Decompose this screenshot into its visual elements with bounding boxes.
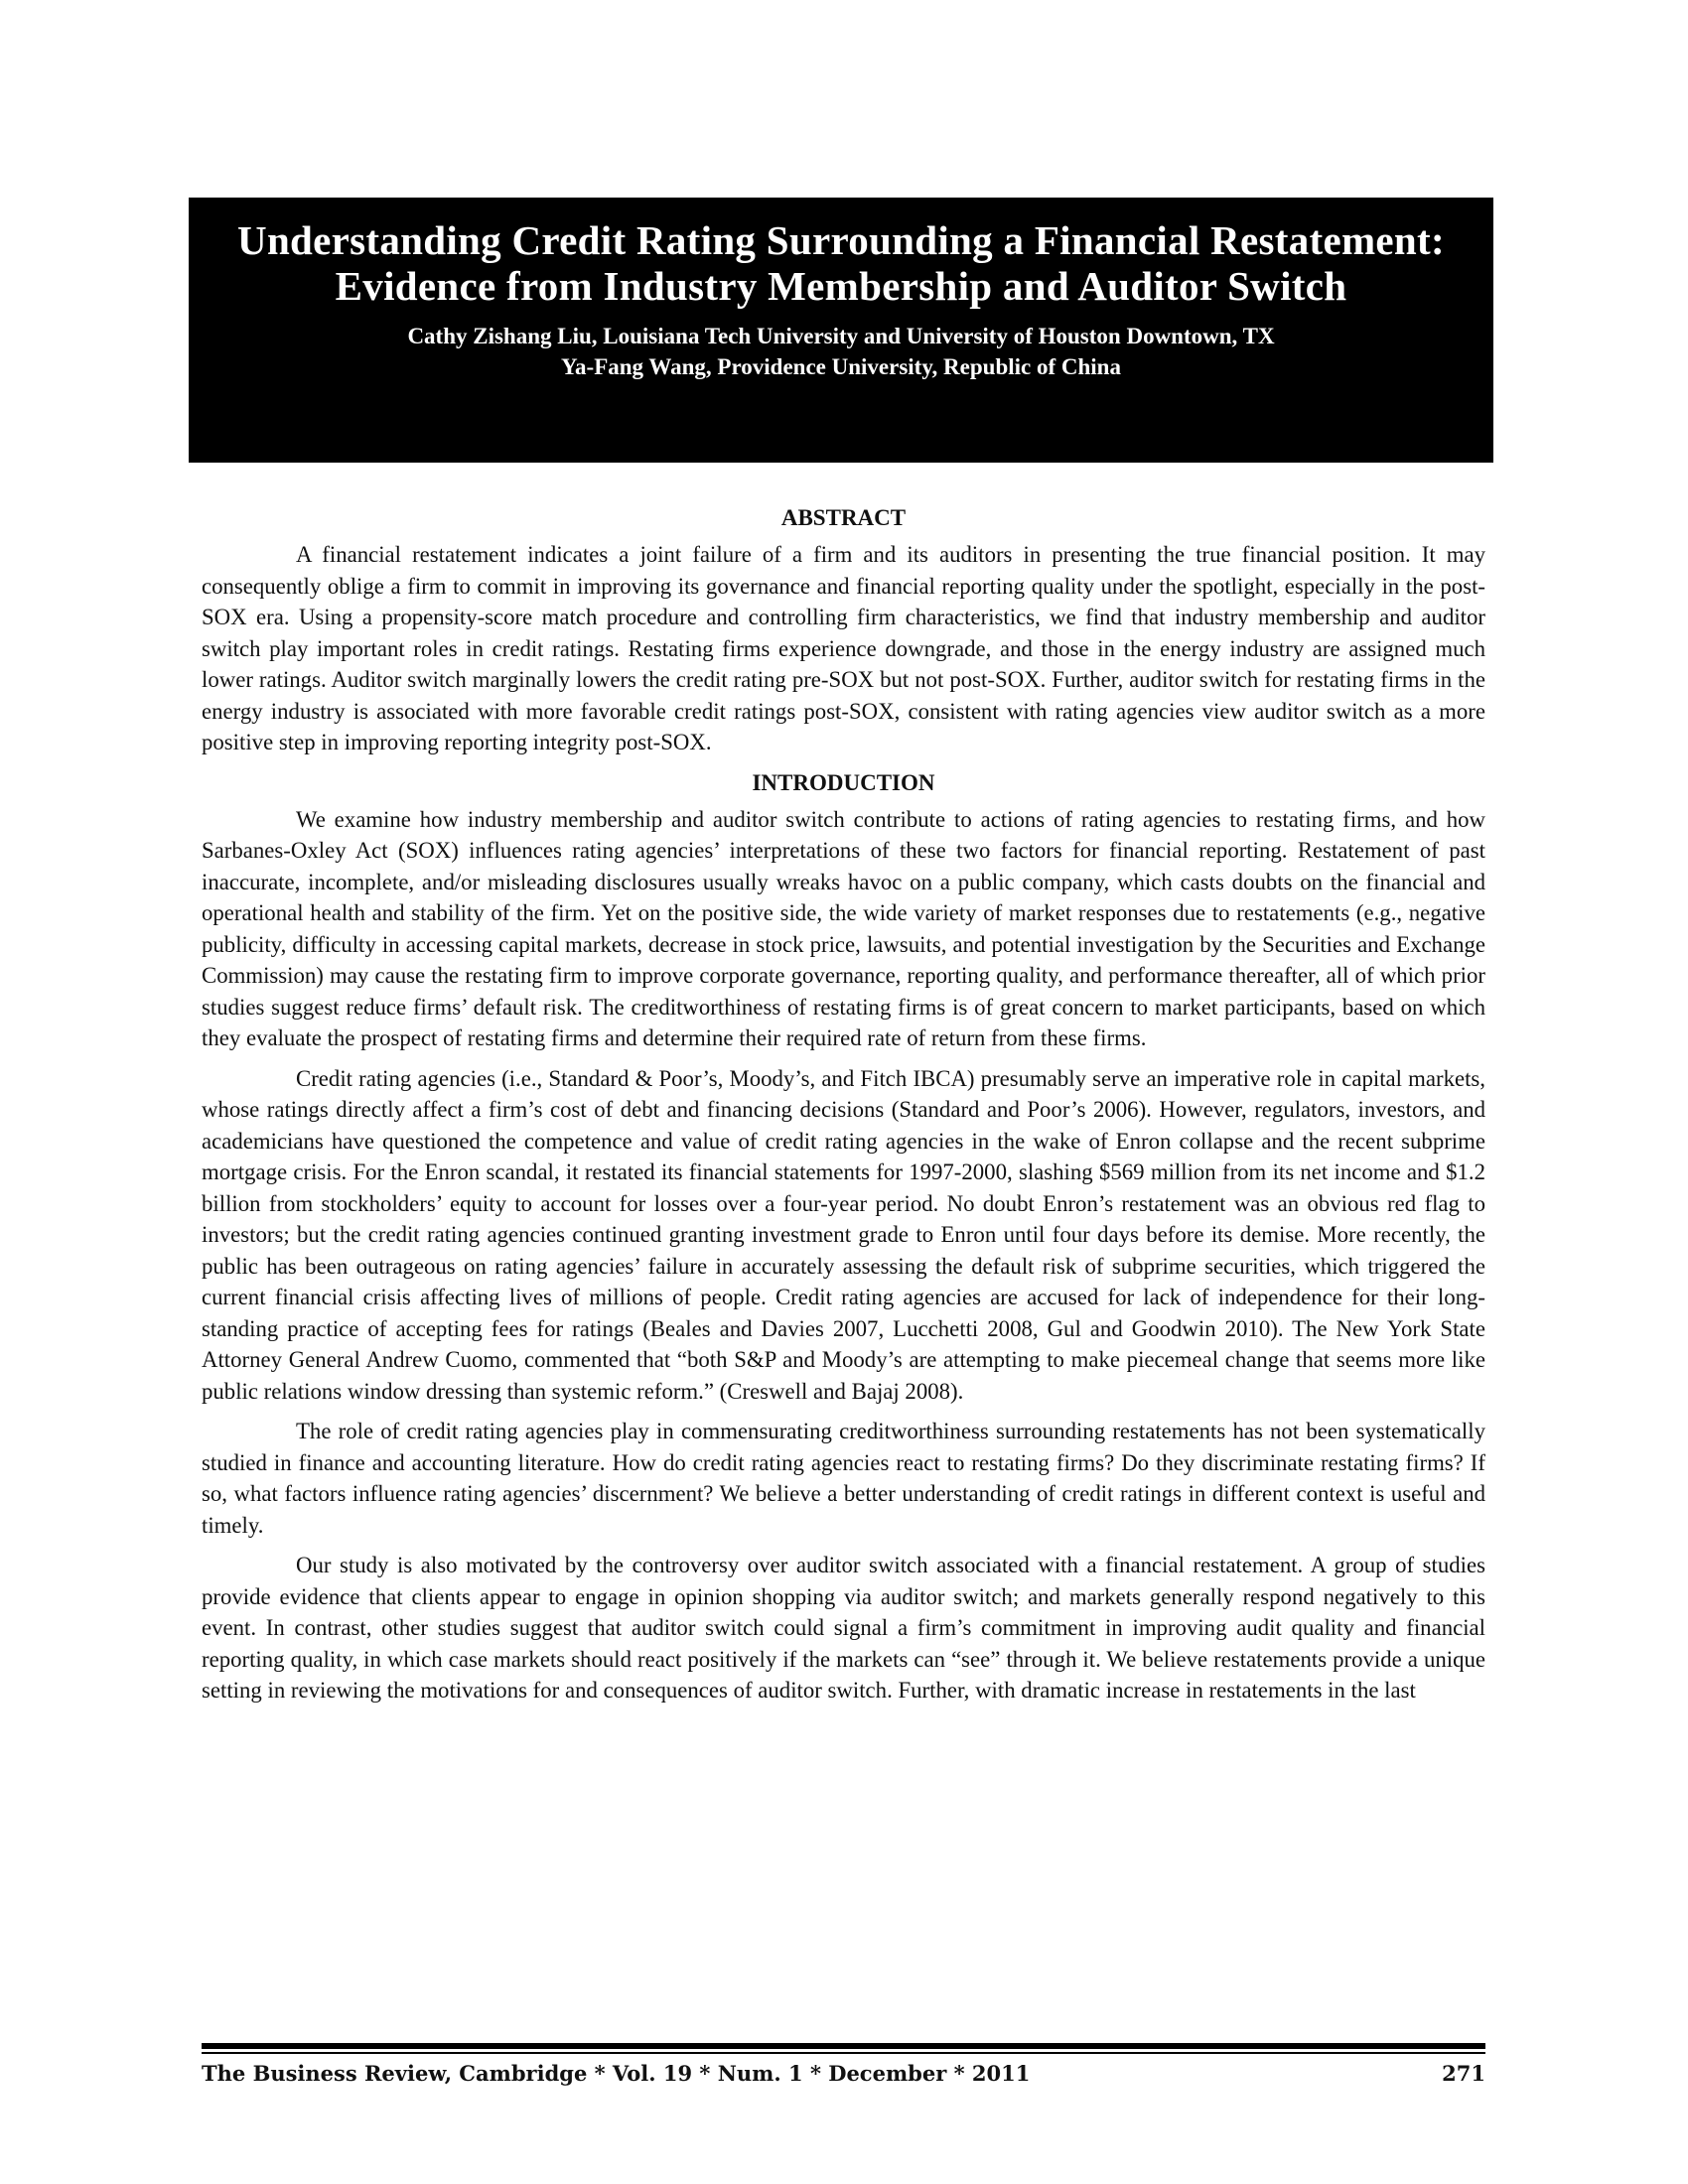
- intro-paragraph-4: Our study is also motivated by the controversy over auditor switch associated with a financial restatement. A group of studies provide evidence that clients appear to engage in opinion shopping via auditor switch; and markets generally respond negatively to this event. In contrast, other studies suggest that auditor switch could signal a firm’s commitment in improving audit quality and financial reporting quality, in which case markets should react positively if the markets can “see” through it. We believe restatements provide a unique setting in reviewing the motivations for and consequences of auditor switch. Further, with dramatic increase in restatements in the last: [202, 1553, 1485, 1703]
- author-line-1: Cathy Zishang Liu, Louisiana Tech University and University of Houston Downtown, TX: [407, 324, 1275, 348]
- abstract-text: A financial restatement indicates a joint failure of a firm and its auditors in presenting the true financial position. It may consequently oblige a firm to commit in improving its governance and financial reporting quality under the spotlight, especially in the post-SOX era. Using a propensity-score match procedure and controlling firm characteristics, we find that industry membership and auditor switch play important roles in credit ratings. Restating firms experience downgrade, and those in the energy industry are assigned much lower ratings. Auditor switch marginally lowers the credit rating pre-SOX but not post-SOX. Further, auditor switch for restating firms in the energy industry is associated with more favorable credit ratings post-SOX, consistent with rating agencies view auditor switch as a more positive step in improving reporting integrity post-SOX.: [202, 542, 1485, 754]
- paper-body: [202, 502, 1485, 1706]
- title-banner: [189, 198, 1493, 463]
- abstract-heading: ABSTRACT: [780, 505, 907, 530]
- introduction-heading: INTRODUCTION: [752, 769, 935, 795]
- paper-title: Understanding Credit Rating Surrounding a Financial Restatement: Evidence from Industry Membership and Auditor Switch: [237, 217, 1445, 309]
- author-line-2: Ya-Fang Wang, Providence University, Republic of China: [561, 354, 1121, 379]
- page-number: 271: [1442, 2061, 1485, 2086]
- intro-paragraph-3: The role of credit rating agencies play in commensurating creditworthiness surrounding restatements has not been systematically studied in finance and accounting literature. How do credit rating agencies react to restating firms? Do they discriminate restating firms? If so, what factors influence rating agencies’ discernment? We believe a better understanding of credit ratings in different context is useful and timely.: [202, 1419, 1485, 1538]
- page-footer: [202, 2059, 1485, 2089]
- intro-paragraph-2: Credit rating agencies (i.e., Standard & Poor’s, Moody’s, and Fitch IBCA) presumably serve an imperative role in capital markets, whose ratings directly affect a firm’s cost of debt and financing decisions (Standard and Poor’s 2006). However, regulators, investors, and academicians have questioned the competence and value of credit rating agencies in the wake of Enron collapse and the recent subprime mortgage crisis. For the Enron scandal, it restated its financial statements for 1997-2000, slashing $569 million from its net income and $1.2 billion from stockholders’ equity to account for losses over a four-year period. No doubt Enron’s restatement was an obvious red flag to investors; but the credit rating agencies continued granting investment grade to Enron until four days before its demise. More recently, the public has been outrageous on rating agencies’ failure in accurately assessing the default risk of subprime securities, which triggered the current financial crisis affecting lives of millions of people. Credit rating agencies are accused for lack of independence for their long-standing practice of accepting fees for ratings (Beales and Davies 2007, Lucchetti 2008, Gul and Goodwin 2010). The New York State Attorney General Andrew Cuomo, commented that “both S&P and Moody’s are attempting to make piecemeal change that seems more like public relations window dressing than systemic reform.” (Creswell and Bajaj 2008).: [202, 1065, 1485, 1404]
- footer-rule-thin: [202, 2052, 1485, 2054]
- footer-rule-thick: [202, 2043, 1485, 2049]
- journal-citation: The Business Review, Cambridge * Vol. 19 * Num. 1 * December * 2011: [202, 2061, 1031, 2086]
- intro-paragraph-1: We examine how industry membership and auditor switch contribute to actions of rating agencies to restating firms, and how Sarbanes-Oxley Act (SOX) influences rating agencies’ interpretations of these two factors for financial reporting. Restatement of past inaccurate, incomplete, and/or misleading disclosures usually wreaks havoc on a public company, which casts doubts on the financial and operational health and stability of the firm. Yet on the positive side, the wide variety of market responses due to restatements (e.g., negative publicity, difficulty in accessing capital markets, decrease in stock price, lawsuits, and potential investigation by the Securities and Exchange Commission) may cause the restating firm to improve corporate governance, reporting quality, and performance thereafter, all of which prior studies suggest reduce firms’ default risk. The creditworthiness of restating firms is of great concern to market participants, based on which they evaluate the prospect of restating firms and determine their required rate of return from these firms.: [202, 806, 1485, 1050]
